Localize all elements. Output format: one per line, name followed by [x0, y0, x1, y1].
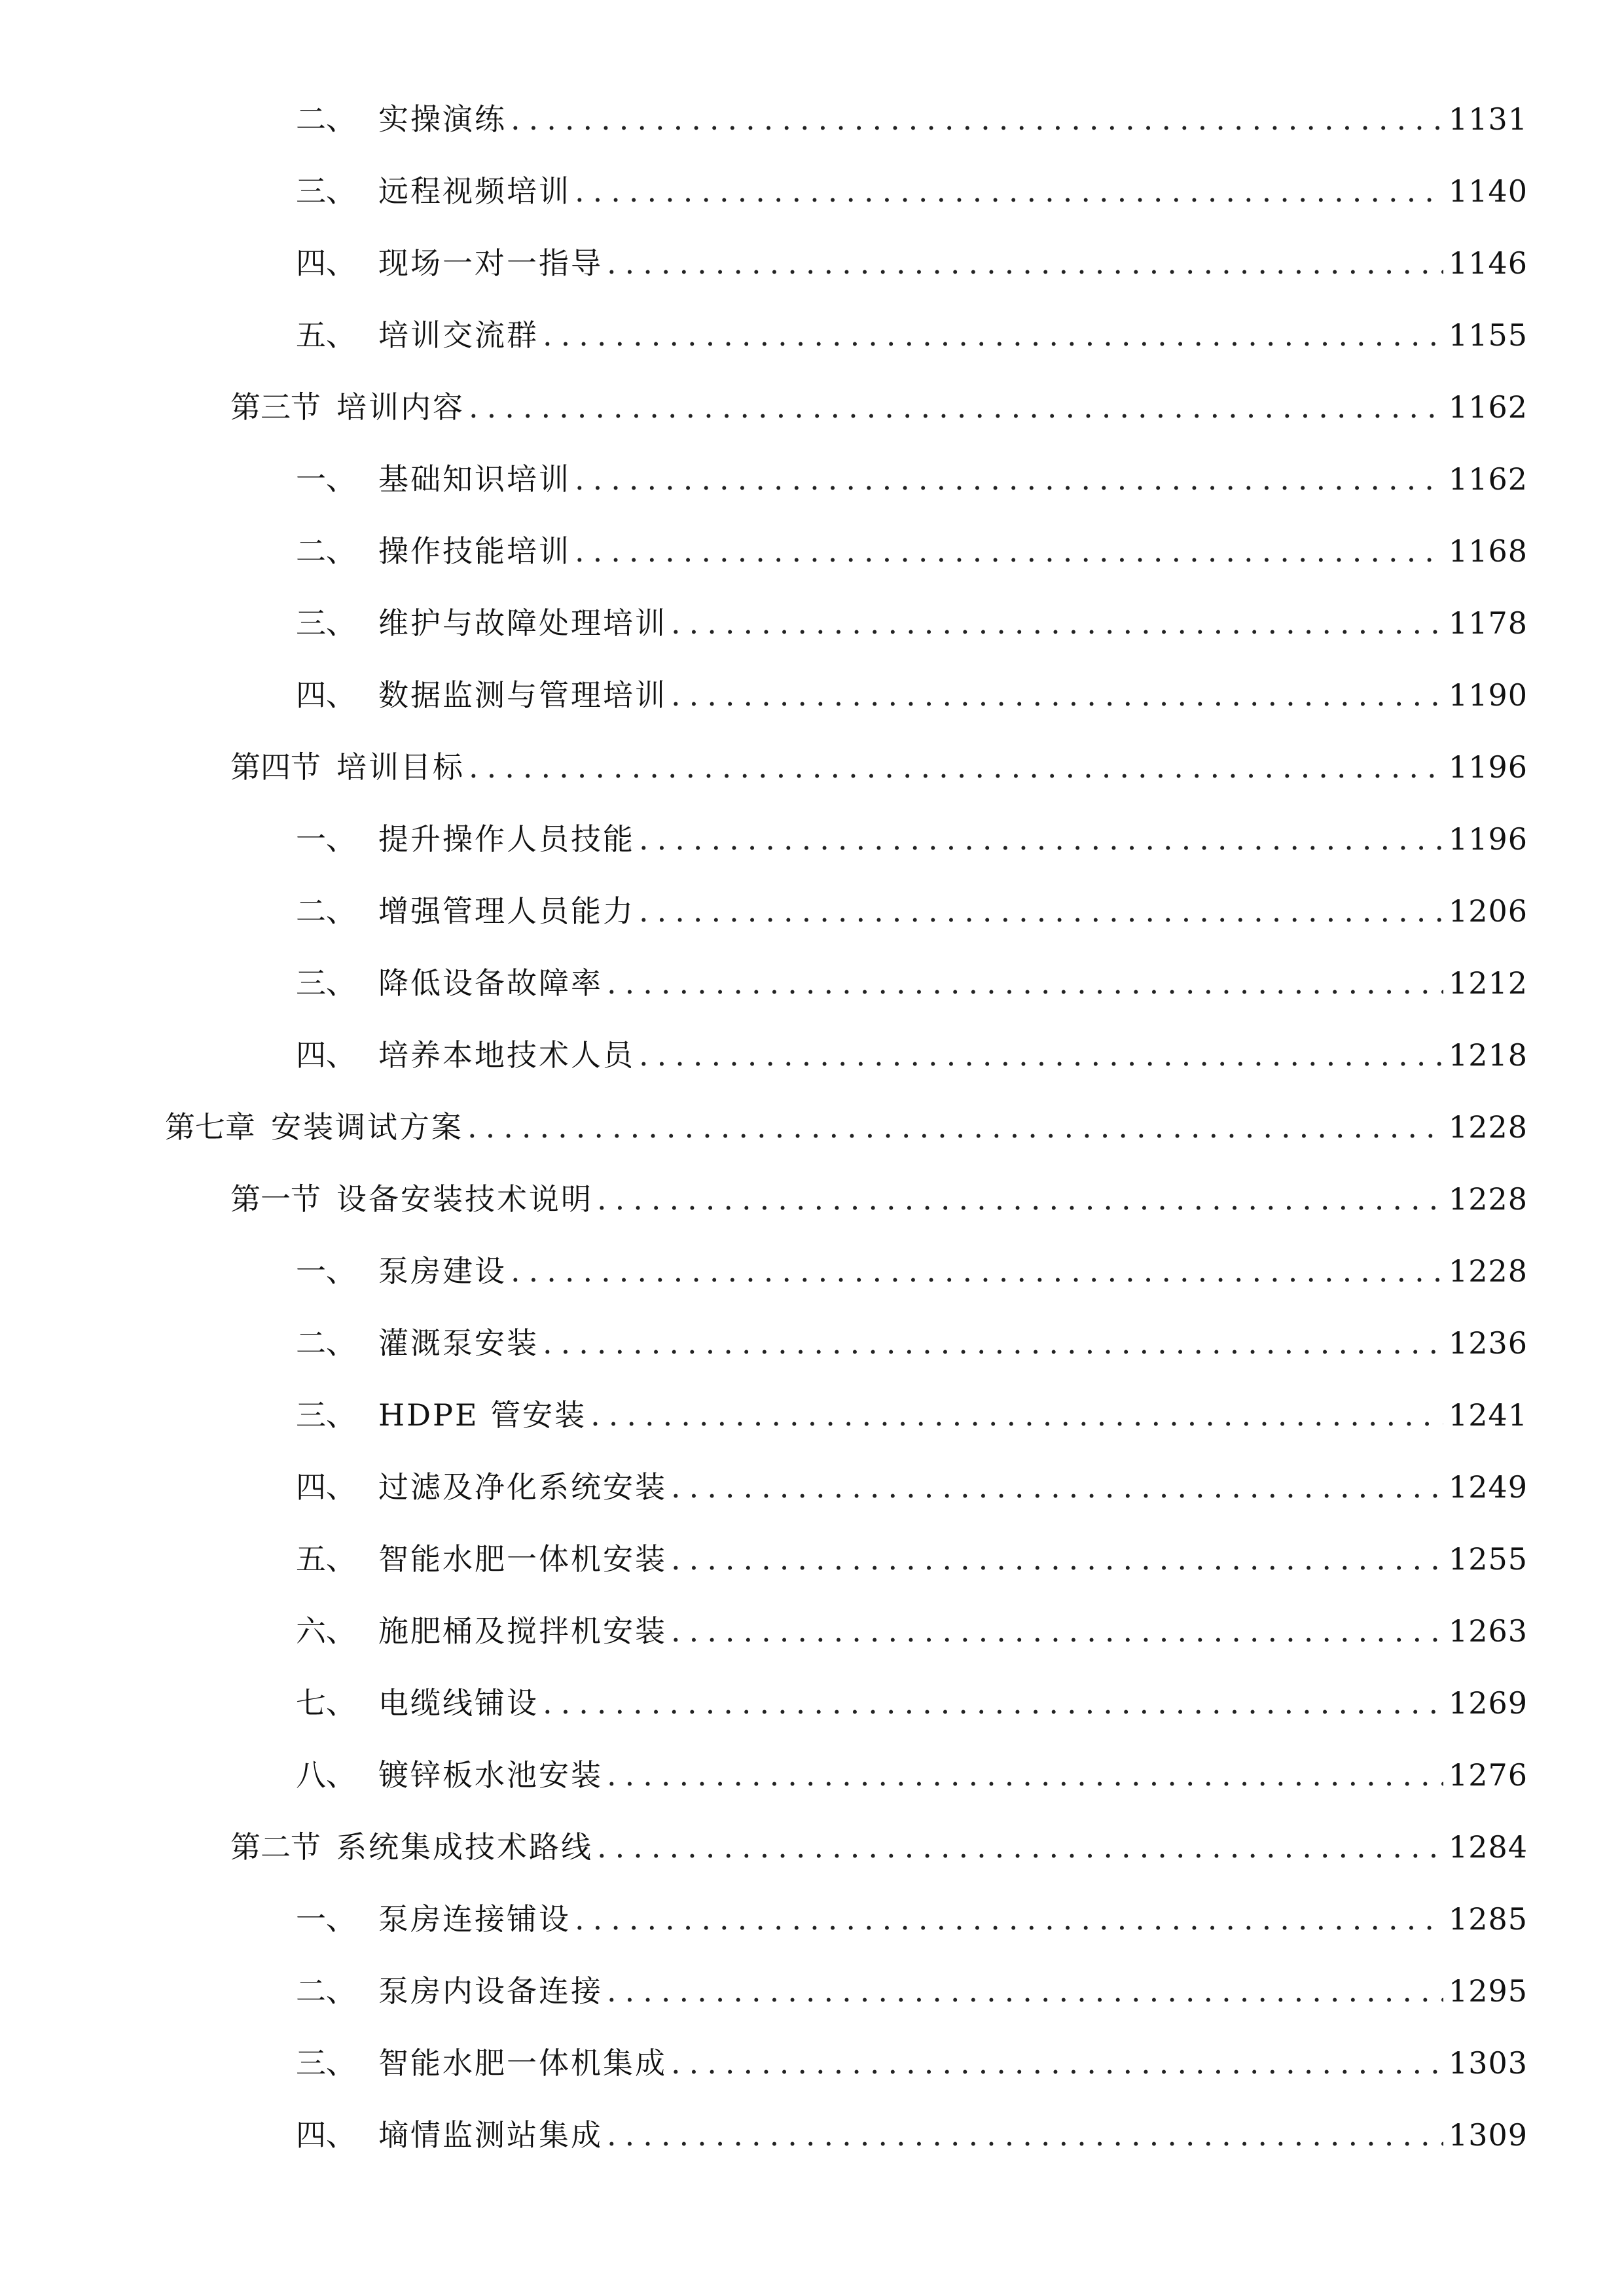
- toc-entry-number: 四、: [296, 1469, 356, 1505]
- toc-entry[interactable]: [296, 1029, 1528, 1081]
- toc-entry-number: 三、: [296, 1397, 356, 1433]
- toc-entry-title: 远程视频培训: [378, 173, 571, 209]
- toc-entry-page: 1162: [1448, 389, 1528, 425]
- toc-entry-title: 灌溉泵安装: [378, 1325, 539, 1361]
- toc-entry-page: 1303: [1448, 2045, 1528, 2081]
- dot-leader: [575, 453, 1443, 505]
- dot-leader: [590, 1389, 1443, 1441]
- toc-entry-page: 1241: [1448, 1397, 1528, 1433]
- dot-leader: [607, 957, 1443, 1009]
- toc-entry-number: 五、: [296, 317, 356, 353]
- toc-entry[interactable]: [296, 813, 1528, 865]
- toc-entry[interactable]: [296, 1245, 1528, 1297]
- dot-leader: [639, 813, 1443, 865]
- dot-leader: [597, 1173, 1443, 1225]
- dot-leader: [639, 1029, 1443, 1081]
- toc-entry-title: 培训目标: [336, 749, 465, 785]
- toc-entry-title: 操作技能培训: [378, 533, 571, 569]
- dot-leader: [543, 309, 1443, 361]
- toc-entry-page: 1178: [1448, 605, 1528, 641]
- toc-entry-title: 镀锌板水池安装: [378, 1757, 603, 1793]
- toc-entry[interactable]: [296, 237, 1528, 289]
- toc-entry-title: 智能水肥一体机集成: [378, 2045, 667, 2081]
- toc-entry-page: 1196: [1448, 821, 1528, 857]
- toc-entry-number: 一、: [296, 1901, 356, 1937]
- toc-entry-title: 系统集成技术路线: [336, 1829, 593, 1865]
- toc-entry-page: 1236: [1448, 1325, 1528, 1361]
- toc-entry-page: 1140: [1448, 173, 1528, 209]
- toc-entry[interactable]: [296, 885, 1528, 937]
- toc-entry[interactable]: [296, 453, 1528, 505]
- toc-entry-page: 1255: [1448, 1541, 1528, 1577]
- toc-entry[interactable]: [296, 2109, 1528, 2161]
- toc-entry-page: 1212: [1448, 965, 1528, 1001]
- toc-entry-title: 数据监测与管理培训: [378, 677, 667, 713]
- toc-entry-number: 第二节: [230, 1829, 321, 1865]
- toc-entry-page: 1168: [1448, 533, 1528, 569]
- toc-entry-page: 1249: [1448, 1469, 1528, 1505]
- toc-entry[interactable]: [296, 93, 1528, 145]
- dot-leader: [671, 2037, 1443, 2089]
- toc-entry[interactable]: [296, 1533, 1528, 1585]
- toc-entry-number: 四、: [296, 245, 356, 281]
- toc-entry-page: 1190: [1448, 677, 1528, 713]
- toc-entry[interactable]: [296, 1389, 1528, 1441]
- toc-entry[interactable]: [296, 2037, 1528, 2089]
- dot-leader: [469, 741, 1443, 793]
- toc-entry[interactable]: [296, 165, 1528, 217]
- toc-entry-page: 1309: [1448, 2117, 1528, 2153]
- toc-entry-number: 一、: [296, 821, 356, 857]
- toc-section-entry[interactable]: [230, 381, 1528, 433]
- toc-entry-number: 四、: [296, 677, 356, 713]
- toc-entry-title: 培训内容: [336, 389, 465, 425]
- toc-entry-page: 1162: [1448, 461, 1528, 497]
- toc-entry-title: 设备安装技术说明: [336, 1181, 593, 1217]
- toc-entry-number: 二、: [296, 101, 356, 137]
- toc-entry[interactable]: [296, 957, 1528, 1009]
- dot-leader: [607, 237, 1443, 289]
- toc-entry-title: 培养本地技术人员: [378, 1037, 635, 1073]
- toc-entry-number: 四、: [296, 1037, 356, 1073]
- toc-entry-number: 第三节: [230, 389, 321, 425]
- toc-entry-page: 1269: [1448, 1685, 1528, 1721]
- toc-entry-page: 1276: [1448, 1757, 1528, 1793]
- toc-entry-title: 电缆线铺设: [378, 1685, 539, 1721]
- toc-entry[interactable]: [296, 309, 1528, 361]
- toc-entry[interactable]: [296, 1893, 1528, 1945]
- toc-entry-title: 降低设备故障率: [378, 965, 603, 1001]
- toc-entry-page: 1228: [1448, 1181, 1528, 1217]
- dot-leader: [671, 597, 1443, 649]
- toc-entry-number: 二、: [296, 893, 356, 929]
- toc-entry-number: 七、: [296, 1685, 356, 1721]
- dot-leader: [543, 1317, 1443, 1369]
- toc-entry-page: 1228: [1448, 1253, 1528, 1289]
- toc-entry-page: 1146: [1448, 245, 1528, 281]
- toc-entry-title: 基础知识培训: [378, 461, 571, 497]
- dot-leader: [511, 93, 1443, 145]
- toc-entry-page: 1131: [1448, 101, 1528, 137]
- toc-entry[interactable]: [296, 597, 1528, 649]
- dot-leader: [639, 885, 1443, 937]
- toc-entry-title: 培训交流群: [378, 317, 539, 353]
- dot-leader: [543, 1677, 1443, 1729]
- toc-entry[interactable]: [296, 1461, 1528, 1513]
- toc-entry-number: 三、: [296, 2045, 356, 2081]
- dot-leader: [671, 1605, 1443, 1657]
- toc-entry-title: 增强管理人员能力: [378, 893, 635, 929]
- toc-entry-title: 泵房连接铺设: [378, 1901, 571, 1937]
- toc-entry-title: 智能水肥一体机安装: [378, 1541, 667, 1577]
- dot-leader: [671, 1533, 1443, 1585]
- toc-entry[interactable]: [296, 525, 1528, 577]
- toc-entry-number: 三、: [296, 965, 356, 1001]
- toc-entry-page: 1284: [1448, 1829, 1528, 1865]
- toc-entry-title: 实操演练: [378, 101, 507, 137]
- toc-entry-number: 四、: [296, 2117, 356, 2153]
- toc-entry-number: 二、: [296, 1325, 356, 1361]
- dot-leader: [597, 1821, 1443, 1873]
- toc-entry-page: 1218: [1448, 1037, 1528, 1073]
- toc-section-entry[interactable]: [230, 1821, 1528, 1873]
- toc-entry-number: 六、: [296, 1613, 356, 1649]
- toc-entry-title: 泵房建设: [378, 1253, 507, 1289]
- dot-leader: [607, 1749, 1443, 1801]
- toc-entry-number: 八、: [296, 1757, 356, 1793]
- dot-leader: [511, 1245, 1443, 1297]
- toc-entry-number: 三、: [296, 605, 356, 641]
- toc-entry-title: 维护与故障处理培训: [378, 605, 667, 641]
- toc-entry-title: 过滤及净化系统安装: [378, 1469, 667, 1505]
- toc-entry-page: 1155: [1448, 317, 1528, 353]
- toc-entry-number: 第四节: [230, 749, 321, 785]
- dot-leader: [575, 165, 1443, 217]
- toc-entry-title: 墒情监测站集成: [378, 2117, 603, 2153]
- toc-entry-title: 提升操作人员技能: [378, 821, 635, 857]
- toc-entry-page: 1196: [1448, 749, 1528, 785]
- toc-entry-page: 1263: [1448, 1613, 1528, 1649]
- toc-entry-title: 施肥桶及搅拌机安装: [378, 1613, 667, 1649]
- toc-entry-number: 二、: [296, 1973, 356, 2009]
- toc-section-entry[interactable]: [230, 1173, 1528, 1225]
- toc-chapter-entry[interactable]: [165, 1101, 1528, 1153]
- toc-entry-number: 第一节: [230, 1181, 321, 1217]
- toc-entry-number: 第七章: [165, 1109, 255, 1145]
- toc-entry-page: 1228: [1448, 1109, 1528, 1145]
- dot-leader: [575, 1893, 1443, 1945]
- dot-leader: [575, 525, 1443, 577]
- toc-entry-title: 现场一对一指导: [378, 245, 603, 281]
- dot-leader: [671, 1461, 1443, 1513]
- toc-entry-title: 泵房内设备连接: [378, 1973, 603, 2009]
- toc-entry[interactable]: [296, 1965, 1528, 2017]
- toc-entry-number: 五、: [296, 1541, 356, 1577]
- toc-entry-page: 1206: [1448, 893, 1528, 929]
- dot-leader: [607, 1965, 1443, 2017]
- toc-entry-number: 三、: [296, 173, 356, 209]
- toc-entry-page: 1295: [1448, 1973, 1528, 2009]
- toc-entry-number: 二、: [296, 533, 356, 569]
- dot-leader: [607, 2109, 1443, 2161]
- toc-entry-title: 安装调试方案: [271, 1109, 463, 1145]
- toc-section-entry[interactable]: [230, 741, 1528, 793]
- toc-entry[interactable]: [296, 1677, 1528, 1729]
- toc-entry[interactable]: [296, 1605, 1528, 1657]
- toc-entry-number: 一、: [296, 461, 356, 497]
- toc-entry[interactable]: [296, 669, 1528, 721]
- toc-entry[interactable]: [296, 1749, 1528, 1801]
- dot-leader: [469, 381, 1443, 433]
- toc-entry-page: 1285: [1448, 1901, 1528, 1937]
- dot-leader: [467, 1101, 1443, 1153]
- dot-leader: [671, 669, 1443, 721]
- toc-entry-number: 一、: [296, 1253, 356, 1289]
- toc-entry-title: HDPE 管安装: [378, 1397, 587, 1433]
- toc-entry[interactable]: [296, 1317, 1528, 1369]
